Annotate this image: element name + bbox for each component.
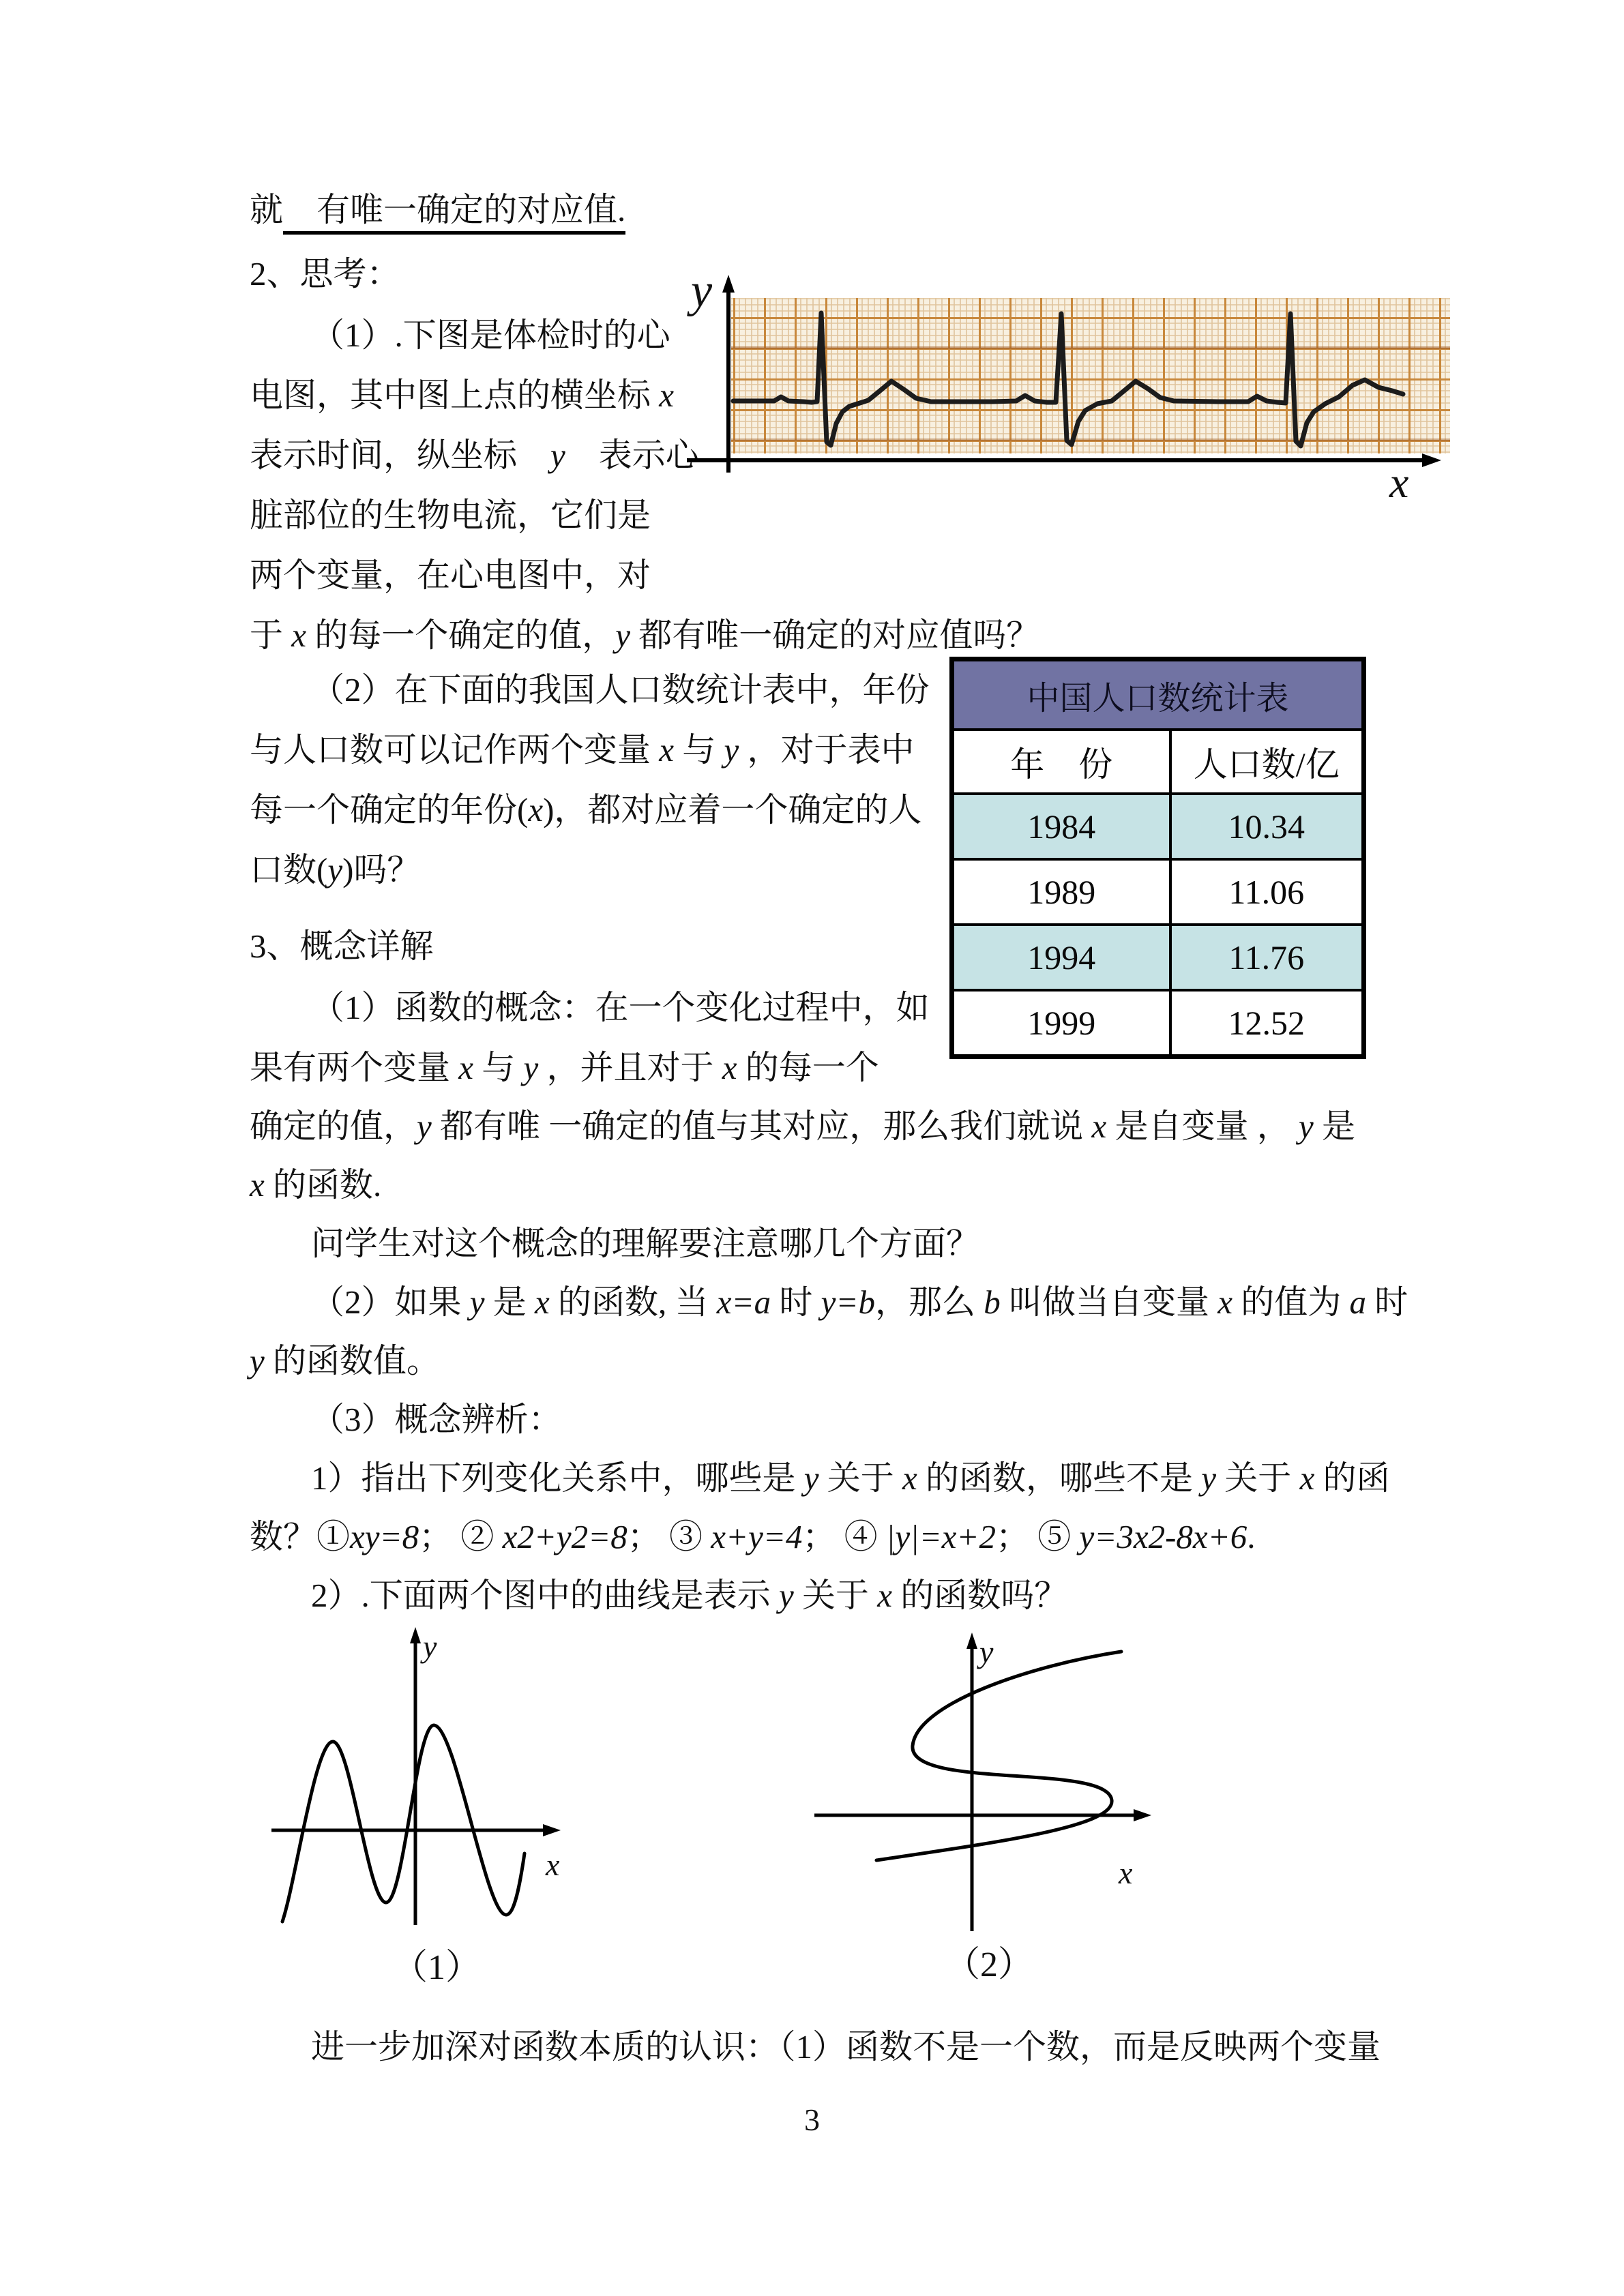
line-q2-3-segment: 每一个确定的年份( [250,791,529,829]
table-row [952,990,1364,1057]
line-value-1-segment: y [469,1283,485,1321]
line-ex1-2-segment: ； ③ [627,1518,711,1555]
line-q1-3-segment: y [550,436,565,474]
line-q1-5 [250,555,651,596]
line-ex1-2-segment: ； ④ [802,1518,886,1555]
line-q1-3 [250,435,699,476]
line-q2-4-segment: 口数( [250,851,328,889]
line-conclusion-segment: 就 [250,191,284,228]
line-q1-6-segment: y [615,616,631,654]
fig2-x-axis-arrow [1134,1809,1151,1821]
line-value-1-segment: 时 [1366,1283,1408,1321]
table-row [952,794,1364,859]
line-ex2-segment: x [877,1577,893,1614]
line-def-3-segment: 是 [1313,1107,1356,1145]
line-def-2-segment: 果有两个变量 [250,1049,459,1086]
line-value-1-segment: ，那么 [874,1283,984,1321]
line-sec3-heading-segment: 3、概念详解 [250,927,434,965]
line-ex2-segment: 2）.下面两个图中的曲线是表示 [311,1577,780,1614]
line-def-4-segment: 的函数. [264,1166,382,1204]
line-q1-2-segment: 电图，其中图上点的横坐标 [250,376,660,414]
curve-figure-2 [806,1624,1161,1965]
table-row [952,925,1364,990]
line-ex1-2-segment: . [1247,1518,1256,1555]
line-q1-1-segment: （1）.下图是体检时的心 [311,316,670,354]
fig2-x-axis-label: x [1119,1855,1133,1890]
line-value-1-segment: 的函数, 当 [549,1283,717,1321]
line-ex2 [311,1575,1067,1616]
line-q2-4 [250,850,420,891]
population-table [949,657,1366,1059]
table-cell: 1999 [952,990,1170,1057]
line-ex1-1-segment: 的函 [1314,1459,1390,1497]
line-def-1 [311,987,930,1028]
line-value-2-segment: y [250,1342,265,1380]
line-def-2-segment: x [458,1049,474,1086]
line-value-1-segment: x [535,1283,550,1321]
table-cell: 11.76 [1170,925,1364,990]
line-def-4 [250,1165,381,1206]
line-q1-3-segment: 表示心 [565,436,699,474]
line-def-3-segment: y [1299,1107,1314,1145]
table-header-row [952,730,1364,794]
line-ex2-segment: 的函数吗？ [892,1577,1068,1614]
line-value-1 [311,1282,1408,1323]
line-ex1-2-segment: x2+y2=8 [502,1518,628,1555]
line-ex2-segment: 关于 [793,1577,878,1614]
line-ex2-segment: y [779,1577,794,1614]
line-q1-5-segment: 两个变量，在心电图中，对 [250,556,651,594]
line-ex1-1-segment: 关于 [1216,1459,1300,1497]
line-ex1-2-segment: xy=8 [350,1518,419,1555]
line-def-2-segment: y [523,1049,539,1086]
line-def-1-segment: （1）函数的概念：在一个变化过程中，如 [311,989,930,1026]
line-value-1-segment: 的值为 [1232,1283,1350,1321]
line-value-2 [250,1341,440,1382]
line-value-1-segment: 时 [771,1283,821,1321]
table-header-population: 人口数/亿 [1170,730,1364,794]
fig1-y-axis-label: y [423,1629,437,1664]
line-def-3-segment: 是自变量 ， [1106,1107,1299,1145]
line-ex1-1 [311,1458,1390,1499]
line-value-1-segment: 是 [484,1283,535,1321]
table-header-year: 年 份 [952,730,1170,794]
line-think-heading-segment: 2、思考： [250,255,400,293]
ecg-figure [672,256,1463,501]
line-value-1-segment: y=b [821,1283,875,1321]
line-q1-6-segment: x [291,616,307,654]
line-q1-2 [250,375,674,416]
line-def-3 [250,1106,1355,1147]
line-ex1-1-segment: 的函数，哪些不是 [917,1459,1202,1497]
line-q2-1 [311,670,930,711]
table-cell: 10.34 [1170,794,1364,859]
line-q1-4-segment: 脏部位的生物电流，它们是 [250,496,651,534]
ecg-y-axis-label: y [691,265,713,317]
line-ask-segment: 问学生对这个概念的理解要注意哪几个方面？ [311,1225,980,1262]
line-q2-4-segment: )吗？ [342,851,421,889]
fig2-curve [876,1652,1121,1860]
line-sec3-heading [250,926,434,967]
ecg-y-axis-arrow [722,275,735,293]
line-q2-2-segment: y [724,731,739,769]
line-value-1-segment: x [1217,1283,1232,1321]
line-think-heading [250,254,400,295]
line-ex1-2-segment: 数？① [250,1518,351,1555]
population-table-body [952,659,1364,1057]
line-def-2-segment: 的每一个 [737,1049,879,1086]
fig1-x-axis-arrow [543,1824,561,1836]
line-discern [311,1399,562,1440]
ecg-grid-paper [731,298,1450,453]
line-value-1-segment: b [984,1283,1001,1321]
table-cell: 11.06 [1170,859,1364,925]
table-cell: 1989 [952,859,1170,925]
line-value-1-segment: a [1349,1283,1367,1321]
fig1-y-axis-arrow [410,1627,421,1643]
line-def-3-segment: y [417,1107,432,1145]
line-final-segment: 进一步加深对函数本质的认识：（1）函数不是一个数，而是反映两个变量 [311,2028,1381,2066]
line-q1-1 [311,315,670,356]
ecg-x-axis-arrow [1422,453,1441,467]
line-ex1-1-segment: x [1299,1459,1315,1497]
line-q2-2-segment: 与 [674,731,724,769]
line-q2-1-segment: （2）在下面的我国人口数统计表中，年份 [311,671,930,709]
line-ex1-2 [250,1517,1255,1557]
line-conclusion-segment: 有唯一确定的对应值. [283,191,625,235]
line-q2-4-segment: y [327,851,343,889]
table-cell: 12.52 [1170,990,1364,1057]
figure2-caption: （2） [945,1945,1034,1984]
fig2-y-axis-label: y [979,1635,994,1669]
fig1-curve [282,1725,525,1922]
table-title: 中国人口数统计表 [952,659,1364,730]
line-ex1-2-segment: ； ⑤ [995,1518,1080,1555]
line-q1-6-segment: 的每一个确定的值， [306,616,616,654]
line-ex1-2-segment: x+y=4 [711,1518,803,1555]
line-ask [311,1223,979,1264]
line-def-2-segment: 与 [473,1049,524,1086]
line-def-3-segment: 都有唯 一确定的值与其对应，那么我们就说 [431,1107,1092,1145]
line-def-2 [250,1047,879,1088]
table-cell: 1994 [952,925,1170,990]
line-value-1-segment: 叫做当自变量 [1000,1283,1218,1321]
line-def-3-segment: x [1091,1107,1107,1145]
line-ex1-1-segment: 1）指出下列变化关系中，哪些是 [311,1459,804,1497]
ecg-x-axis-label: x [1389,458,1409,501]
fig1-x-axis-label: x [546,1847,560,1882]
line-final [311,2027,1381,2068]
line-ex1-2-segment: y=3x2-8x+6 [1079,1518,1247,1555]
line-def-2-segment: ，并且对于 [538,1049,722,1086]
line-value-1-segment: x=a [716,1283,771,1321]
line-ex1-2-segment: |y|=x+2 [885,1518,996,1555]
line-ex1-1-segment: y [803,1459,819,1497]
line-discern-segment: （3）概念辨析： [311,1401,562,1438]
line-ex1-1-segment: x [902,1459,917,1497]
line-q1-6-segment: 于 [250,616,292,654]
line-q2-2-segment: 与人口数可以记作两个变量 [250,731,660,769]
line-q2-3-segment: )，都对应着一个确定的人 [543,791,922,829]
line-q1-3-segment: 表示时间，纵坐标 [250,436,551,474]
line-def-2-segment: x [722,1049,737,1086]
line-value-2-segment: 的函数值。 [264,1342,441,1380]
line-def-3-segment: 确定的值， [250,1107,417,1145]
line-q2-3 [250,790,921,831]
line-ex1-1-segment: y [1201,1459,1217,1497]
line-q1-2-segment: x [659,376,675,414]
line-value-1-segment: （2）如果 [311,1283,470,1321]
line-ex1-2-segment: ； ② [419,1518,503,1555]
curve-figure-1 [247,1622,602,1942]
fig2-y-axis-arrow [966,1632,977,1649]
table-title-row [952,659,1364,730]
figure1-caption: （1） [392,1948,482,1987]
line-q1-4 [250,495,651,536]
line-q2-2 [250,730,915,771]
line-q1-6-segment: 都有唯一确定的对应值吗？ [630,616,1040,654]
line-q2-2-segment: ，对于表中 [739,731,915,769]
line-conclusion [250,190,625,230]
line-q1-6 [250,615,1039,656]
table-cell: 1984 [952,794,1170,859]
line-ex1-1-segment: 关于 [818,1459,903,1497]
page-number: 3 [804,2102,820,2137]
line-q2-3-segment: x [528,791,544,829]
table-row [952,859,1364,925]
line-def-4-segment: x [250,1166,265,1204]
line-q2-2-segment: x [659,731,675,769]
